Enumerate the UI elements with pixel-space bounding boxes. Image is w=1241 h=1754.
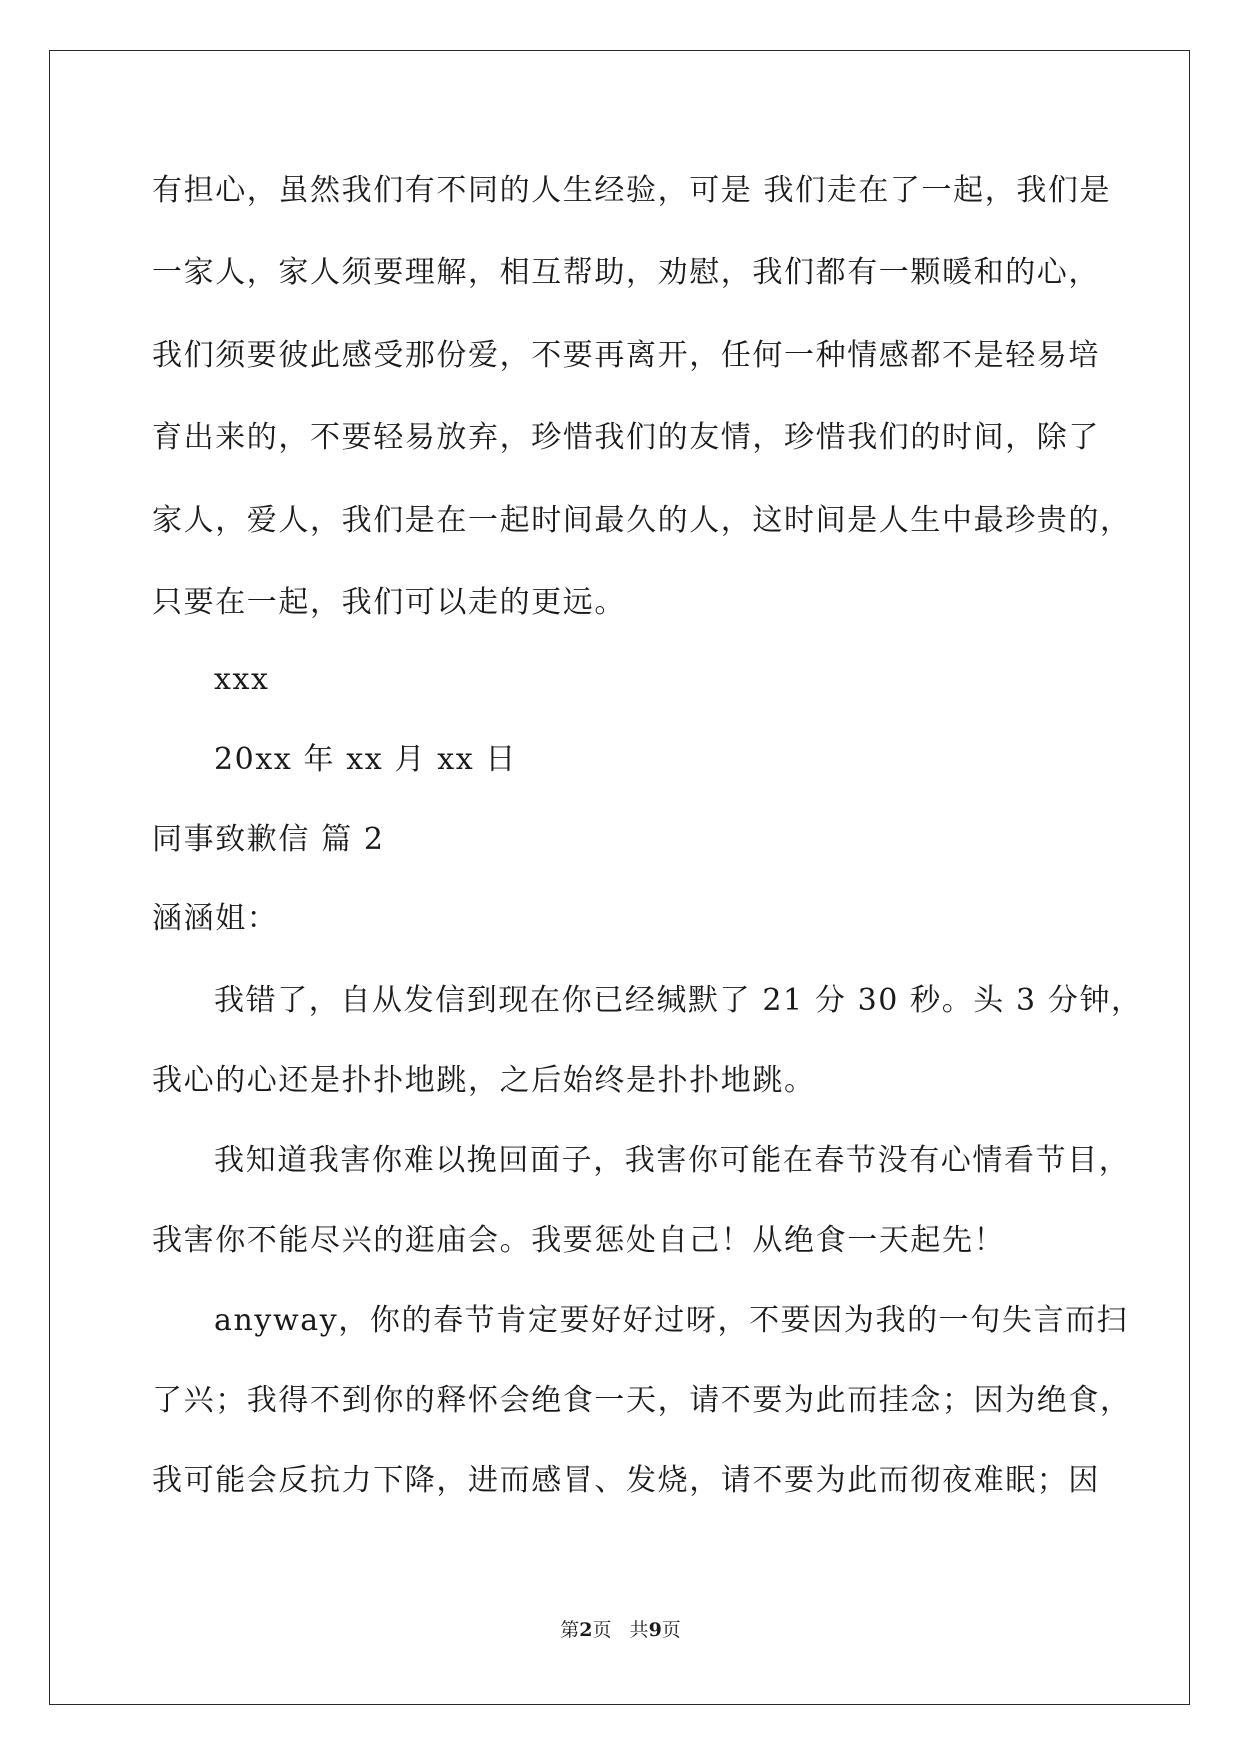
page-footer [0, 1618, 1241, 1642]
signature-date: 20xx 年 xx 月 xx 日 [214, 742, 517, 777]
footer-middle: 页 共 [592, 1619, 649, 1641]
section-title: 同事致歉信 篇 2 [152, 822, 385, 857]
body-line-9: 我知道我害你难以挽回面子，我害你可能在春节没有心情看节目， [214, 1143, 1131, 1178]
footer-suffix: 页 [661, 1619, 681, 1641]
body-line-5: 家人，爱人，我们是在一起时间最久的人，这时间是人生中最珍贵的， [152, 503, 1132, 538]
body-line-11: anyway，你的春节肯定要好好过呀，不要因为我的一句失言而扫 [214, 1303, 1129, 1338]
salutation: 涵涵姐： [152, 901, 279, 936]
current-page-number: 2 [579, 1619, 593, 1641]
signature-name: xxx [214, 662, 270, 697]
body-line-12: 了兴；我得不到你的释怀会绝食一天，请不要为此而挂念；因为绝食， [152, 1383, 1132, 1418]
body-line-8: 我心的心还是扑扑地跳，之后始终是扑扑地跳。 [152, 1063, 816, 1098]
body-line-7: 我错了，自从发信到现在你已经缄默了 21 分 30 秒。头 3 分钟， [214, 983, 1143, 1018]
total-page-number: 9 [648, 1619, 662, 1641]
body-line-13: 我可能会反抗力下降，进而感冒、发烧，请不要为此而彻夜难眠；因 [152, 1463, 1100, 1498]
page-border [49, 50, 1190, 1705]
body-line-4: 育出来的，不要轻易放弃，珍惜我们的友情，珍惜我们的时间，除了 [152, 420, 1100, 455]
body-line-3: 我们须要彼此感受那份爱，不要再离开，任何一种情感都不是轻易培 [152, 338, 1100, 373]
footer-prefix: 第 [560, 1619, 580, 1641]
body-line-6: 只要在一起，我们可以走的更远。 [152, 585, 626, 620]
body-line-2: 一家人，家人须要理解，相互帮助，劝慰，我们都有一颗暖和的心， [152, 255, 1100, 290]
body-line-10: 我害你不能尽兴的逛庙会。我要惩处自己！从绝食一天起先！ [152, 1223, 1006, 1258]
body-line-1: 有担心，虽然我们有不同的人生经验，可是 我们走在了一起，我们是 [152, 173, 1112, 208]
